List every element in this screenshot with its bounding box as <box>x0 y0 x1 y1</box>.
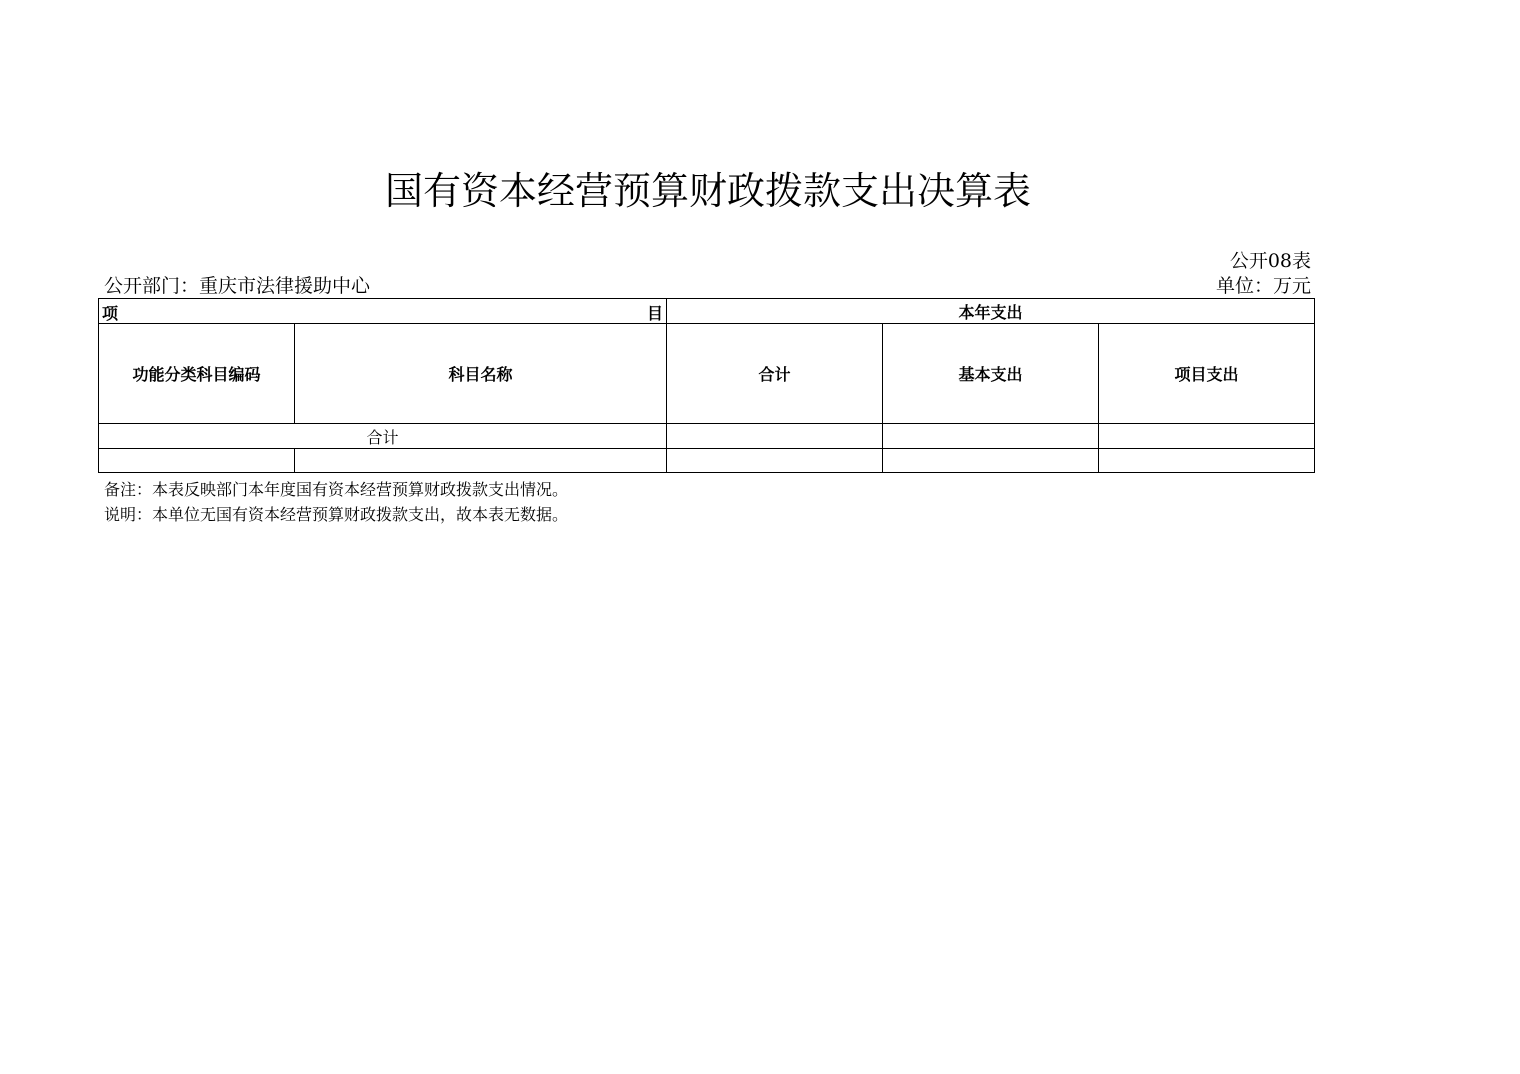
row-total <box>667 449 883 473</box>
current-year-header: 本年支出 <box>667 299 1315 324</box>
item-header-cell <box>99 299 667 324</box>
total-row-project <box>1099 424 1315 449</box>
page-title: 国有资本经营预算财政拨款支出决算表 <box>384 169 1031 213</box>
explanation-note: 说明：本单位无国有资本经营预算财政拨款支出，故本表无数据。 <box>104 505 569 524</box>
item-header-right: 目 <box>646 304 663 323</box>
expenditure-table <box>98 298 1315 473</box>
total-row-total <box>667 424 883 449</box>
header-row-columns <box>99 324 1315 424</box>
row-basic <box>883 449 1099 473</box>
column-header-basic: 基本支出 <box>883 324 1099 424</box>
form-number: 公开08表 <box>1229 250 1311 272</box>
total-row <box>99 424 1315 449</box>
row-project <box>1099 449 1315 473</box>
row-code <box>99 449 295 473</box>
column-header-name: 科目名称 <box>295 324 667 424</box>
total-row-label: 合计 <box>99 424 667 449</box>
item-header-left: 项 <box>102 304 119 323</box>
remark-note: 备注：本表反映部门本年度国有资本经营预算财政拨款支出情况。 <box>104 480 569 499</box>
header-row-top <box>99 299 1315 324</box>
department-label: 公开部门：重庆市法律援助中心 <box>104 275 371 297</box>
column-header-code: 功能分类科目编码 <box>99 324 295 424</box>
column-header-total: 合计 <box>667 324 883 424</box>
column-header-project: 项目支出 <box>1099 324 1315 424</box>
total-row-basic <box>883 424 1099 449</box>
unit-label: 单位：万元 <box>1215 275 1311 297</box>
row-name <box>295 449 667 473</box>
table-row <box>99 449 1315 473</box>
